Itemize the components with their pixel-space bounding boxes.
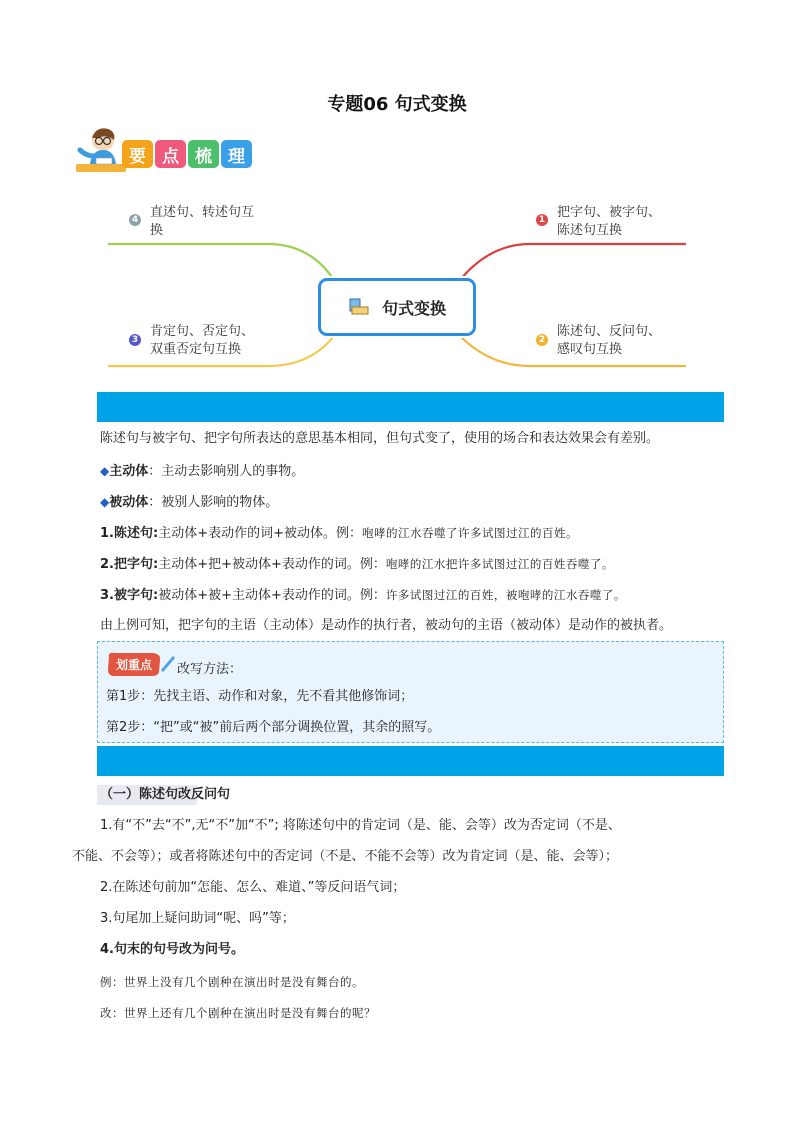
definition-text: ：被别人影响的物体。 bbox=[148, 495, 279, 510]
node-number-badge: 2 bbox=[536, 334, 548, 346]
section-header-bar bbox=[97, 392, 724, 422]
method-1 bbox=[100, 816, 621, 836]
mindmap-branches bbox=[0, 0, 794, 400]
term: 主动体 bbox=[109, 464, 149, 479]
node-text-line: 换 bbox=[150, 223, 164, 238]
rule-formula: 主动体+表动作的词+被动体。例： bbox=[158, 526, 362, 541]
mindmap-node-2 bbox=[557, 323, 661, 359]
keypoint-step-2: 第2步：“把”或“被”前后两个部分调换位置，其余的照写。 bbox=[106, 720, 441, 735]
branch-top-left bbox=[108, 244, 334, 280]
diamond-bullet-icon: ◆ bbox=[100, 495, 110, 509]
rule-example: 咆哮的江水把许多试图过江的百姓吞噬了。 bbox=[385, 557, 614, 571]
method-1-cont: 不能、不会等）；或者将陈述句中的否定词（不是、不能不会等）改为肯定词（是、能、会等）； bbox=[72, 849, 619, 864]
intro-paragraph: 陈述句与被字句、把字句所表达的意思基本相同，但句式变了，使用的场合和表达效果会有差别。 bbox=[100, 431, 660, 446]
rule-formula: 被动体+被+主动体+表动作的词。例： bbox=[158, 588, 386, 603]
diamond-bullet-icon: ◆ bbox=[100, 464, 110, 478]
rule-declarative bbox=[100, 523, 578, 544]
node-text-line: 感叹句互换 bbox=[557, 342, 623, 357]
badge-char: 点 bbox=[155, 140, 186, 168]
method-3: 3.句尾加上疑问助词“呢、吗”等； bbox=[100, 911, 295, 926]
rule-label: 2.把字句: bbox=[100, 557, 159, 572]
mindmap-center bbox=[318, 278, 476, 336]
keypoint-badge-label: 划重点 bbox=[115, 658, 153, 672]
rule-bei-sentence bbox=[100, 585, 626, 606]
rule-label: 1.陈述句: bbox=[100, 526, 159, 541]
method-4-text: 4.句末的句号改为问号。 bbox=[100, 942, 244, 957]
definition-text: ：主动去影响别人的事物。 bbox=[148, 464, 305, 479]
page-title: 专题06 句式变换 bbox=[327, 94, 467, 115]
branch-top-right bbox=[460, 244, 686, 280]
definition-active bbox=[100, 461, 304, 482]
rule-formula: 主动体+把+被动体+表动作的词。例： bbox=[158, 557, 386, 572]
badge-char: 梳 bbox=[188, 140, 219, 168]
node-text-line: 肯定句、否定句、 bbox=[150, 324, 255, 339]
badge-char: 要 bbox=[122, 140, 153, 168]
rule-example: 许多试图过江的百姓，被咆哮的江水吞噬了。 bbox=[385, 588, 626, 602]
node-text-line: 双重否定句互换 bbox=[150, 342, 242, 357]
node-text-line: 陈述句互换 bbox=[557, 223, 623, 238]
subsection-heading bbox=[100, 785, 230, 805]
example-sentence: 例：世界上没有几个剧种在演出时是没有舞台的。 bbox=[100, 975, 364, 989]
conclusion-paragraph: 由上例可知，把字句的主语（主动体）是动作的执行者，被动句的主语（被动体）是动作的被执者。 bbox=[100, 618, 673, 633]
method-4 bbox=[100, 940, 244, 960]
book-icon bbox=[348, 297, 370, 317]
keypoint-step-1: 第1步：先找主语、动作和对象，先不看其他修饰词； bbox=[106, 689, 414, 704]
keypoint-badge bbox=[105, 650, 175, 678]
mindmap-node-3 bbox=[150, 323, 254, 359]
mindmap-center-label: 句式变换 bbox=[381, 298, 446, 318]
section-header-bar bbox=[97, 746, 724, 776]
mindmap-node-1 bbox=[557, 204, 661, 240]
node-number-badge: 3 bbox=[129, 334, 141, 346]
mindmap-node-4 bbox=[150, 204, 254, 240]
revised-sentence: 改：世界上还有几个剧种在演出时是没有舞台的呢？ bbox=[100, 1006, 376, 1020]
node-text-line: 把字句、被字句、 bbox=[557, 205, 662, 220]
term: 被动体 bbox=[109, 495, 149, 510]
node-number-badge: 1 bbox=[536, 214, 548, 226]
badge-char: 理 bbox=[221, 140, 252, 168]
rule-example: 咆哮的江水吞噬了许多试图过江的百姓。 bbox=[361, 526, 578, 540]
definition-passive bbox=[100, 492, 278, 513]
node-text-line: 直述句、转述句互 bbox=[150, 205, 255, 220]
node-text-line: 陈述句、反问句、 bbox=[557, 324, 662, 339]
rule-label: 3.被字句: bbox=[100, 588, 159, 603]
subsection-heading-text: （一）陈述句改反问句 bbox=[100, 787, 231, 802]
keypoint-heading: 改写方法： bbox=[177, 662, 243, 677]
method-1-line1: 1.有“不”去“不”,无“不”加“不”; 将陈述句中的肯定词（是、能、会等）改为否定词（不是、 bbox=[100, 818, 621, 833]
node-number-badge: 4 bbox=[129, 214, 141, 226]
method-2: 2.在陈述句前加“怎能、怎么、难道、”等反问语气词； bbox=[100, 880, 406, 895]
rule-ba-sentence bbox=[100, 554, 614, 575]
